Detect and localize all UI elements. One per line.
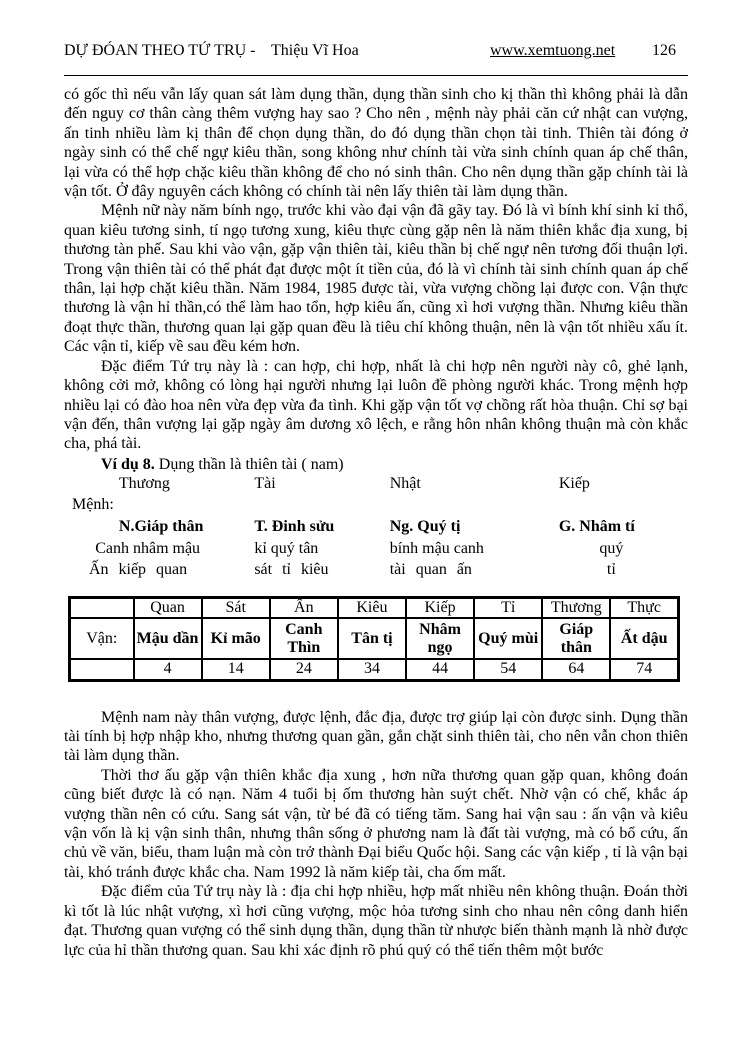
age-cell: 44 <box>406 659 474 680</box>
pillar-cell: Ất dậu <box>610 618 678 659</box>
book-title: DỰ ĐÓAN THEO TỨ TRỤ - <box>64 42 256 59</box>
empty-cell <box>70 659 134 680</box>
pillar-name: T. Đinh sửu <box>254 518 335 536</box>
van-table <box>68 596 680 682</box>
pillar-cell: Nhâm ngọ <box>406 618 474 659</box>
page-number: 126 <box>652 42 676 59</box>
hidden-stems: quý <box>599 539 624 557</box>
age-cell: 24 <box>270 659 338 680</box>
age-cell: 4 <box>134 659 202 680</box>
header-divider <box>64 75 688 76</box>
age-cell: 14 <box>202 659 270 680</box>
pillar-name: N.Giáp thân <box>118 518 204 536</box>
column-header: Ấn <box>270 597 338 618</box>
menh-label: Mệnh: <box>72 495 114 513</box>
hidden-stems: kỉ quý tân <box>254 539 319 557</box>
god-label: Thương <box>118 475 170 493</box>
pillar-cell: Kỉ mão <box>202 618 270 659</box>
column-header: Kiếp <box>406 597 474 618</box>
paragraph-3: Đặc điểm Tứ trụ này là : can hợp, chi hợp, nhất là chi hợp nên người này cô, ghẻ lạnh, không cởi mở, không có lòng hại người nhưng lại luôn đề phòng người khác. Trong mệnh hợp nhiều lại có đào hoa nên vừa đẹp vừa đa tình. Khi gặp vận tốt vợ chồng rất hòa thuận. Chỉ sợ bại vận đến, thân vượng lại gặp ngày âm dương xô lệch, e rằng hôn nhân không thuận mà còn khắc cha, phá tài. <box>64 357 688 453</box>
pillar-cell: Quý mùi <box>474 618 542 659</box>
age-cell: 64 <box>542 659 610 680</box>
page-header <box>64 42 688 64</box>
pillar-cell: Canh Thìn <box>270 618 338 659</box>
empty-cell <box>70 597 134 618</box>
hidden-stems: bính mậu canh <box>389 539 484 557</box>
age-cell: 34 <box>338 659 406 680</box>
column-header: Tỉ <box>474 597 542 618</box>
example-label: Ví dụ 8. <box>101 455 155 473</box>
van-table-pillar-row <box>70 618 679 659</box>
column-header: Kiêu <box>338 597 406 618</box>
website-link[interactable]: www.xemtuong.net <box>490 42 616 59</box>
age-cell: 54 <box>474 659 542 680</box>
column-header: Sát <box>202 597 270 618</box>
paragraph-1: có gốc thì nếu vẫn lấy quan sát làm dụng thần, dụng thần sinh cho kị thần thì không phải là dẫn đến nguy cơ thân càng thêm vượng hay sao ? Cho nên , mệnh này phải căn cứ nhật can vượng, ấn tinh nhiều làm kị thân để chọn dụng thần, do đó dụng thần chọn tài tinh. Thiên tài đóng ở ngày sinh có thể chế ngự kiêu thần, song không như chính tài vừa sinh chính quan áp chế thân, lại vừa có thể hợp chặc kiêu thần không để cho nó sinh thân. Cho nên dụng thần gặp chính tài là vận tốt. Ở đây nguyên cách không có chính tài nên lấy thiên tài làm dụng thần. <box>64 86 688 201</box>
example-stems-row <box>64 539 688 561</box>
pillar-name: G. Nhâm tí <box>558 518 635 536</box>
column-header: Quan <box>134 597 202 618</box>
hidden-gods: Ấn kiếp quan <box>88 561 188 579</box>
hidden-stems: Canh nhâm mậu <box>95 539 201 557</box>
paragraph-4: Mệnh nam này thân vượng, được lệnh, đắc địa, được trợ giúp lại còn được sinh. Dụng thần tài tính bị hợp nhập kho, nhưng thương quan gần, gắn chặt sinh thiên tài, cho nên vẫn chon thiên tài làm dụng thần. <box>64 708 688 765</box>
van-table-age-row <box>70 659 679 680</box>
column-header: Thực <box>610 597 678 618</box>
example-gods-row <box>64 474 688 496</box>
hidden-gods: tài quan ấn <box>389 561 472 579</box>
example-heading <box>64 455 688 474</box>
pillar-name: Ng. Quý tị <box>389 518 461 536</box>
author-name: Thiệu Vĩ Hoa <box>271 42 359 59</box>
paragraph-6: Đặc điểm của Tứ trụ này là : địa chi hợp nhiều, hợp mất nhiều nên không thuận. Đoán thời kì tốt là lúc nhật vượng, xì hơi cũng vượng, mộc hỏa tương sinh cho nhau nên công danh hiển đạt. Thương quan vượng có thể sinh dụng thần, dụng thần từ nhược biến thành mạnh là nhờ được lực của hỉ thần thương quan. Sau khi xác định rõ phú quý có thể tiến thêm một bước <box>64 883 688 959</box>
example-title: Dụng thần là thiên tài ( nam) <box>154 455 344 473</box>
column-header: Thương <box>542 597 610 618</box>
god-label: Kiếp <box>558 475 590 493</box>
example-hidden-gods-row <box>64 560 688 582</box>
pillar-cell: Tân tị <box>338 618 406 659</box>
row-label: Vận: <box>70 618 134 659</box>
hidden-gods: sát tỉ kiêu <box>254 561 329 579</box>
pillar-cell: Giáp thân <box>542 618 610 659</box>
paragraph-5: Thời thơ ấu gặp vận thiên khắc địa xung , hơn nữa thương quan gặp quan, không đoán cũng biết được là có nạn. Năm 4 tuổi bị ốm thương hàn suýt chết. Nhờ vận có chế, khắc áp vượng thần nên có cứu. Sang sát vận, từ bé đã có tiếng tăm. Sang hai vận sau : ấn vận và kiêu vận vốn là kị vận sinh thân, nhưng thân sống ở phương nam là đất tài vượng, mà có bổ cứu, ấn chủ về văn, biểu, tham luận mà còn trở thành Đại biểu Quốc hội. Sang các vận kiếp , tỉ là vận bại tài, khó tránh được khắc cha. Nam 1992 là năm kiếp tài, cha ốm mất. <box>64 766 688 881</box>
pillar-cell: Mậu dần <box>134 618 202 659</box>
paragraph-2: Mệnh nữ này năm bính ngọ, trước khi vào đại vận đã gãy tay. Đó là vì bính khí sinh kỉ thổ, quan kiêu tương sinh, tí ngọ tương xung, kiêu thực cùng gặp nên là năm thiên khắc địa xung, bị thương tàn phế. Sau khi vào vận, gặp vận thiên tài, kiêu thần bị chế ngự nên tương đối thuận lợi. Trong vận thiên tài có thể phát đạt được một ít tiền của, đó là vì chính tài sinh chính quan áp chế thân, lại hợp chặt kiêu thần. Năm 1984, 1985 được tài, vừa vượng chồng lại được con. Vận thực thương là vận hỉ thần,có thể làm hao tổn, hợp kiêu ấn, cũng xì hơi vượng thần. Nhưng kiêu thần đoạt thực thần, thương quan lại gặp quan đều là tiêu chí không thuận, nên là vận tốt nhiều xấu ít. Các vận tỉ, kiếp về sau đều kém hơn. <box>64 202 688 356</box>
god-label: Tài <box>254 475 276 493</box>
example-pillars-row <box>64 517 688 539</box>
hidden-gods: tỉ <box>606 561 616 579</box>
god-label: Nhật <box>389 475 421 493</box>
van-table-header-row <box>70 597 679 618</box>
age-cell: 74 <box>610 659 678 680</box>
